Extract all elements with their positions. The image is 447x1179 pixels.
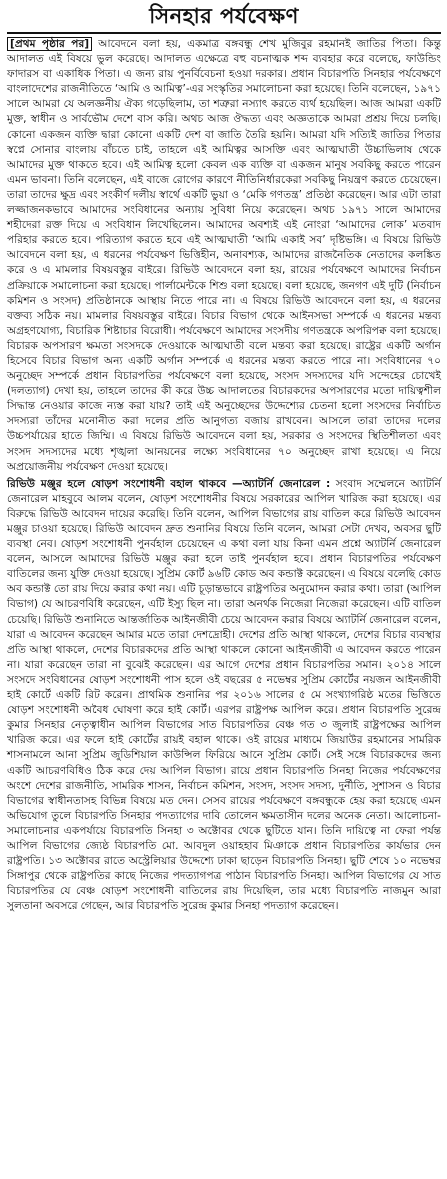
continuation-tag: [প্রথম পৃষ্ঠার পর] [7, 37, 92, 51]
article-paragraph-1 [7, 37, 441, 475]
article-subheading: রিভিউ মঞ্জুর হলে ষোড়শ সংশোধনী বহাল থাকবে —অ্যাটর্নি জেনারেল : [7, 477, 331, 490]
paragraph-1-text: আবেদনে বলা হয়, একমাত্র বঙ্গবন্ধু শেখ মুজিবুর রহমানই জাতির পিতা। কিন্তু আদালত এই বিষয়ে ভুল করেছে। আদালত এক্ষেত্রে বহু বচনাত্মক শব্দ ব্যবহার করে বলেছে, ফাউন্ডিং ফাদারস বা একাধিক পিতা। এ জন্য রায় পুনর্বিবেচনা হওয়া দরকার। প্রধান বিচারপতি সিনহার পর্যবেক্ষণে বাংলাদেশের রাজনীতিতে ‘আমি ও আমিত্ব’-এর সংস্কৃতির সমালোচনা করা হয়েছে। তিনি বলেছেন, ১৯৭১ সালে আমরা যে অলজ্ঞনীয় ঐক্য গড়েছিলাম, তা শত্রুরা নস্যাৎ করতে ব্যর্থ হয়েছিল। আজ আমরা একটি মুক্ত, স্বাধীন ও সার্বভৌম দেশে বাস করি। অথচ আজ ঔদ্ধত্য এবং অজ্ঞতাকে আমরা প্রশ্রয় দিয়ে চলছি। কোনো একজন ব্যক্তি দ্বারা কোনো একটি দেশ বা জাতি তৈরি হয়নি। আমরা যদি সত্যিই জাতির পিতার স্বপ্নে সোনার বাংলায় বাঁচতে চাই, তাহলে এই আমিত্বর আসক্তি এবং আত্মঘাতী উচ্চাভিলাষ থেকে আমাদের মুক্ত থাকতে হবে। এই আমিত্ব হলো কেবল এক ব্যক্তি বা একজন মানুষ সবকিছু করতে পারেন এমন ভাবনা। তিনি বলেছেন, এই বাজে রোগের কারণে নীতিনির্ধারকেরা সবকিছু নিয়ন্ত্রণ করতে চেয়েছেন। তারা তাদের ক্ষুদ্র এবং সংকীর্ণ দলীয় স্বার্থে একটি ভুয়া ও ‘মেকি গণতন্ত্র’ প্রতিষ্ঠা করেছেন। আর এটা তারা লজ্জাজনকভাবে আমাদের সংবিধানের অন্যায় সুবিধা নিয়ে করেছেন। অথচ ১৯৭১ সালে আমাদের শহীদেরা রক্ত দিয়ে এ সংবিধান লিখেছিলেন। আমাদের অবশ্যই এই নোংরা ‘আমাদের লোক’ মতবাদ পরিহার করতে হবে। পরিত্যাগ করতে হবে এই আত্মঘাতী ‘আমি একাই সব’ দৃষ্টিভঙ্গি। এ বিষয়ে রিভিউ আবেদনে বলা হয়, এ ধরনের পর্যবেক্ষণ ভিত্তিহীন, অনাবশ্যক, আমাদের রাজনৈতিক নেতাদের কলঙ্কিত করে ও এ মামলার বিষয়বস্তুর বাইরে। রিভিউ আবেদনে বলা হয়, রায়ের পর্যবেক্ষণে আমাদের নির্বাচন প্রক্রিয়াকে সমালোচনা করা হয়েছে। পার্লামেন্টকে শিশু বলা হয়েছে। বলা হয়েছে, জনগণ এই দুটি (নির্বাচন কমিশন ও সংসদ) প্রতিষ্ঠানকে আস্থায় নিতে পারে না। এ বিষয়ে রিভিউ আবেদনে বলা হয়, এ ধরনের বক্তব্য সঠিক নয়। মামলার বিষয়বস্তুর বাইরে। বিচার বিভাগ থেকে আইনসভা সম্পর্কে এ ধরনের মন্তব্য অগ্রহণযোগ্য, বিচারিক শিষ্টাচার বিরোধী। পর্যবেক্ষণে আমাদের সংসদীয় গণতন্ত্রকে অপরিপক্ব বলা হয়েছে। বিচারক অপসারণ ক্ষমতা সংসদকে দেওয়াকে আত্মঘাতী বলে মন্তব্য করা হয়েছে। রাষ্ট্রের একটি অর্গান হিসেবে বিচার বিভাগ অন্য একটি অর্গান সম্পর্কে এ ধরনের মন্তব্য করতে পারে না। সংবিধানের ৭০ অনুচ্ছেদ সম্পর্কে প্রধান বিচারপতির পর্যবেক্ষণে বলা হয়েছে, সংসদ সদস্যদের যদি সন্দেহের চোখেই (দলত্যাগ) দেখা হয়, তাহলে তাদের কী করে উচ্চ আদালতের বিচারকদের অপসারণের মতো দায়িত্বশীল সিদ্ধান্ত নেওয়ার কাজে ন্যস্ত করা যায়? তাই এই অনুচ্ছেদের উদ্দেশ্যের চেতনা হলো সংসদের নির্বাচিত সদস্যরা তাঁদের মনোনীত করা দলের প্রতি আনুগত্য বজায় রাখবেন। আসলে তারা তাদের দলের উচ্চপর্যায়ের হাতে জিম্মি। এ বিষয়ে রিভিউ আবেদনে বলা হয়, সরকার ও সংসদের স্থিতিশীলতা এবং সংসদ সদস্যদের মধ্যে শৃঙ্খলা আনয়নের লক্ষ্যে সংবিধানের ৭০ অনুচ্ছেদ রাখা হয়েছে। এ নিয়ে অপ্রয়োজনীয় পর্যবেক্ষণ দেওয়া হয়েছে। [7, 38, 441, 473]
headline-rule [7, 32, 441, 34]
article-paragraph-2 [7, 477, 441, 915]
paragraph-2-text: সংবাদ সম্মেলনে অ্যাটর্নি জেনারেল মাহবুবে আলম বলেন, ষোড়শ সংশোধনীর বিষয়ে সরকারের আপিল খারিজ করা হয়েছে। এর বিরুদ্ধে রিভিউ আবেদন দায়ের করেছি। তিনি বলেন, আপিল বিভাগের রায় বাতিল করে রিভিউ আবেদন মঞ্জুর চাওয়া হয়েছে। রিভিউ আবেদন দ্রুত শুনানির বিষয়ে তিনি বলেন, আমরা সেটা দেখব, অবসর ছুটি ব্যবস্থা নেব। ষোড়শ সংশোধনী পুনর্বহাল চেয়েছেন এ কথা বলা যায় কিনা এমন প্রশ্নে অ্যাটর্নি জেনারেল বলেন, আসলে আমাদের রিভিউ মঞ্জুর করা হলে তাই পুনর্বহাল হবে। প্রধান বিচারপতির পর্যবেক্ষণ বাতিলের জন্য যুক্তি দেওয়া হয়েছে। সুপ্রিম কোর্ট ৯৬টি কোড অব কন্ডাক্ট করেছেন। এ বিষয়ে বলেছি কোড অব কন্ডাক্ট তো রায় দিয়ে করার কথা নয়। এটি চূড়ান্তভাবে রাষ্ট্রপতির অনুমোদন করার কথা। তারা (আপিল বিভাগ) যে আচরণবিধি করেছেন, এটি ইস্যু ছিল না। তারা অনর্থক নিজেরা নিজেরা করেছেন। এটি বাতিল চেয়েছি। রিভিউ শুনানিতে আন্তর্জাতিক আইনজীবী চেয়ে আবেদন করার বিষয়ে অ্যাটর্নি জেনারেল বলেন, যারা এ আবেদন করেছেন আমার মতে তারা দেশদ্রোহী। দেশের প্রতি আস্থা থাকলে, দেশের বিচার ব্যবস্থার প্রতি আস্থা থাকলে, দেশের বিচারকদের প্রতি আস্থা থাকলে কোনো আইনজীবী এ আবেদন করতে পারেন না। যারা করেছেন তারা না বুঝেই করেছেন। এর আগে দেশের প্রধান বিচারপতির সমান। ২০১৪ সালে সংসদে সংবিধানের ষোড়শ সংশোধনী পাস হলে ওই বছরের ৫ নভেম্বর সুপ্রিম কোর্টের নয়জন আইনজীবী হাই কোর্টে একটি রিট করেন। প্রাথমিক শুনানির পর ২০১৬ সালের ৫ মে সংখ্যাগরিষ্ঠ মতের ভিত্তিতে ষোড়শ সংশোধনী অবৈধ ঘোষণা করে হাই কোর্ট। এরপর রাষ্ট্রপক্ষ আপিল করে। প্রধান বিচারপতি সুরেন্দ্র কুমার সিনহার নেতৃত্বাধীন আপিল বিভাগের সাত বিচারপতির বেঞ্চ গত ৩ জুলাই রাষ্ট্রপক্ষের আপিল খারিজ করে। এর ফলে হাই কোর্টের রায়ই বহাল থাকে। ওই রায়ের মাধ্যমে জিয়াউর রহমানের সামরিক শাসনামলে আনা সুপ্রিম জুডিশিয়াল কাউন্সিল ফিরিয়ে আনে সুপ্রিম কোর্ট। সেই সঙ্গে বিচারকদের জন্য একটি আচরণবিধিও ঠিক করে দেয় আপিল বিভাগ। রায়ে প্রধান বিচারপতি সিনহা নিজের পর্যবেক্ষণের অংশে দেশের রাজনীতি, সামরিক শাসন, নির্বাচন কমিশন, সংসদ, সংসদ সদস্য, দুর্নীতি, সুশাসন ও বিচার বিভাগের স্বাধীনতাসহ বিভিন্ন বিষয়ে মত দেন। সেসব রায়ের পর্যবেক্ষণে বঙ্গবন্ধুকে হেয় করা হয়েছে এমন অভিযোগ তুলে বিচারপতি সিনহার পদত্যাগের দাবি তোলেন ক্ষমতাসীন দলের অনেক নেতা। আলোচনা-সমালোচনার একপর্যায়ে বিচারপতি সিনহা ৩ অক্টোবর থেকে ছুটিতে যান। তিনি দায়িত্বে না ফেরা পর্যন্ত আপিল বিভাগের জ্যেষ্ঠ বিচারপতি মো. আবদুল ওয়াহহাব মিঞাকে প্রধান বিচারপতির কার্যভার দেন রাষ্ট্রপতি। ১৩ অক্টোবর রাতে অস্ট্রেলিয়ার উদ্দেশ্যে ঢাকা ছাড়েন বিচারপতি সিনহা। ছুটি শেষে ১০ নভেম্বর সিঙ্গাপুর থেকে রাষ্ট্রপতির কাছে নিজের পদত্যাগপত্র পাঠান বিচারপতি সিনহা। আপিল বিভাগের যে সাত বিচারপতির যে বেঞ্চ ষোড়শ সংশোধনী বাতিলের রায় দিয়েছিল, তার মধ্যে বিচারপতি নাজমুন আরা সুলতানা অবসরে গেছেন, আর বিচারপতি সুরেন্দ্র কুমার সিনহা পদত্যাগ করেছেন। [7, 477, 441, 913]
article-body [7, 37, 441, 914]
article-headline: সিনহার পর্যবেক্ষণ [149, 4, 299, 28]
